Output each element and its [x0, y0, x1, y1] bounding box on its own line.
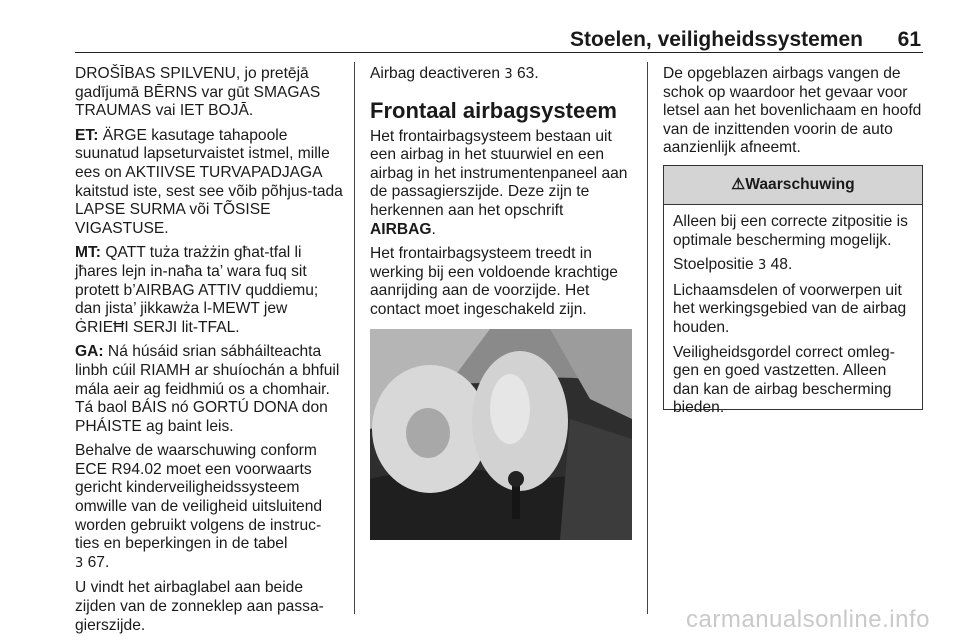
- airbag-inscription: AIRBAG: [370, 220, 432, 238]
- front-airbag-paragraph: [370, 128, 636, 240]
- warning-body: [664, 205, 922, 418]
- seat-position-text: Stoelpositie: [673, 256, 754, 274]
- deactivate-page-ref[interactable]: 63.: [517, 65, 539, 82]
- warning-header: [664, 166, 922, 205]
- mt-label: MT:: [75, 244, 101, 262]
- column-divider: [647, 62, 648, 614]
- page-header: [75, 28, 923, 53]
- column-divider: [354, 62, 355, 614]
- warning-paragraph-4: Veiligheidsgordel correct omleg-gen en goed vastzetten. Alleen dan kan de airbag bescherming bieden.: [673, 343, 895, 417]
- ga-warning-text: Ná húsáid srian sábháilteachta linbh cúil RIAMH ar shuíochán a bhfuil mála aeir ag feidhmiú os a chomhair. Tá baol BÁIS nó GORTÚ DONA don PHÁISTE ag baint leis.: [75, 343, 340, 435]
- page-title: Stoelen, veiligheidssystemen: [570, 28, 863, 51]
- mt-warning-paragraph: [75, 244, 345, 337]
- airbag-deployment-photo: [370, 329, 632, 540]
- warning-paragraph-1: Alleen bij een correcte zitpositie is optimale bescherming mogelijk.: [673, 213, 908, 249]
- ga-warning-paragraph: [75, 343, 345, 436]
- warning-paragraph-3: Lichaamsdelen of voorwerpen uit het werkingsgebied van de airbag houden.: [673, 281, 907, 336]
- behalve-page-ref[interactable]: 67.: [87, 553, 110, 571]
- page-number: 61: [897, 28, 921, 51]
- deactivate-text: Airbag deactiveren: [370, 65, 501, 82]
- front-airbag-text: Het frontairbagsysteem bestaan uit een airbag in het stuurwiel en een airbag in het instrumentenpaneel aan de passagierszijde. Deze zijn te herkennen aan het opschrift: [370, 127, 628, 219]
- section-heading: Frontaal airbagsysteem: [370, 97, 617, 123]
- reference-arrow-icon: 3: [504, 67, 513, 82]
- warning-paragraph-2: [673, 256, 914, 276]
- behalve-text: Behalve de waarschuwing conform ECE R94.02 moet een voorwaarts gericht kinderveiligheidssysteem omwille van de veiligheid uitsluitend worden gebruikt volgens de instruc-ties en beperkingen in de tabel: [75, 442, 323, 553]
- behalve-paragraph: [75, 442, 345, 573]
- reference-arrow-icon: 3: [75, 555, 84, 571]
- seat-position-page-ref[interactable]: 48.: [770, 256, 793, 274]
- column-right: [663, 65, 925, 164]
- warning-box: [663, 165, 923, 417]
- airbag-label-text: U vindt het airbaglabel aan beide zijden van de zonneklep aan passa-gierszijde.: [75, 579, 324, 634]
- deactivate-paragraph: [370, 65, 636, 85]
- watermark: carmanualsonline.info: [686, 606, 930, 633]
- warning-title: Waarschuwing: [745, 176, 855, 193]
- airbag-effect-paragraph: De opgeblazen airbags vangen de schok op waardoor het gevaar voor letsel aan het bovenlichaam en hoofd van de inzittenden voorin de auto aanzienlijk afneemt.: [663, 65, 922, 157]
- lv-warning-text: DROŠĪBAS SPILVENU, jo pretējā gadījumā BĒRNS var gūt SMAGAS TRAUMAS vai IET BOJĀ.: [75, 65, 321, 120]
- et-label: ET:: [75, 126, 99, 144]
- reference-arrow-icon: 3: [757, 258, 767, 274]
- et-warning-paragraph: [75, 127, 345, 239]
- ga-label: GA:: [75, 343, 104, 361]
- warning-triangle-icon: ⚠: [731, 176, 746, 193]
- column-middle: [370, 65, 636, 326]
- et-warning-text: ÄRGE kasutage tahapoole suunatud lapseturvaistet istmel, mille ees on AKTIIVSE TURVAPADJAGA kaitstud iste, sest see võib põhjus-tada LAPSE SURMA või TÕSISE VIGASTUSE.: [75, 126, 343, 237]
- column-left: [75, 65, 345, 641]
- mt-warning-text: QATT tuża trażżin għat-tfal li jħares lejn in-naħa ta’ wara fuq sit protett b’AIRBAG ATTIV quddiemu; dan jista’ jikkawża l-MEWT jew ĠRIEĦI SERJI lit-TFAL.: [75, 244, 319, 336]
- trigger-paragraph: Het frontairbagsysteem treedt in werking bij een voldoende krachtige aanrijding aan de voorzijde. Het contact moet ingeschakeld zijn.: [370, 245, 618, 318]
- sentence-end: .: [431, 220, 436, 238]
